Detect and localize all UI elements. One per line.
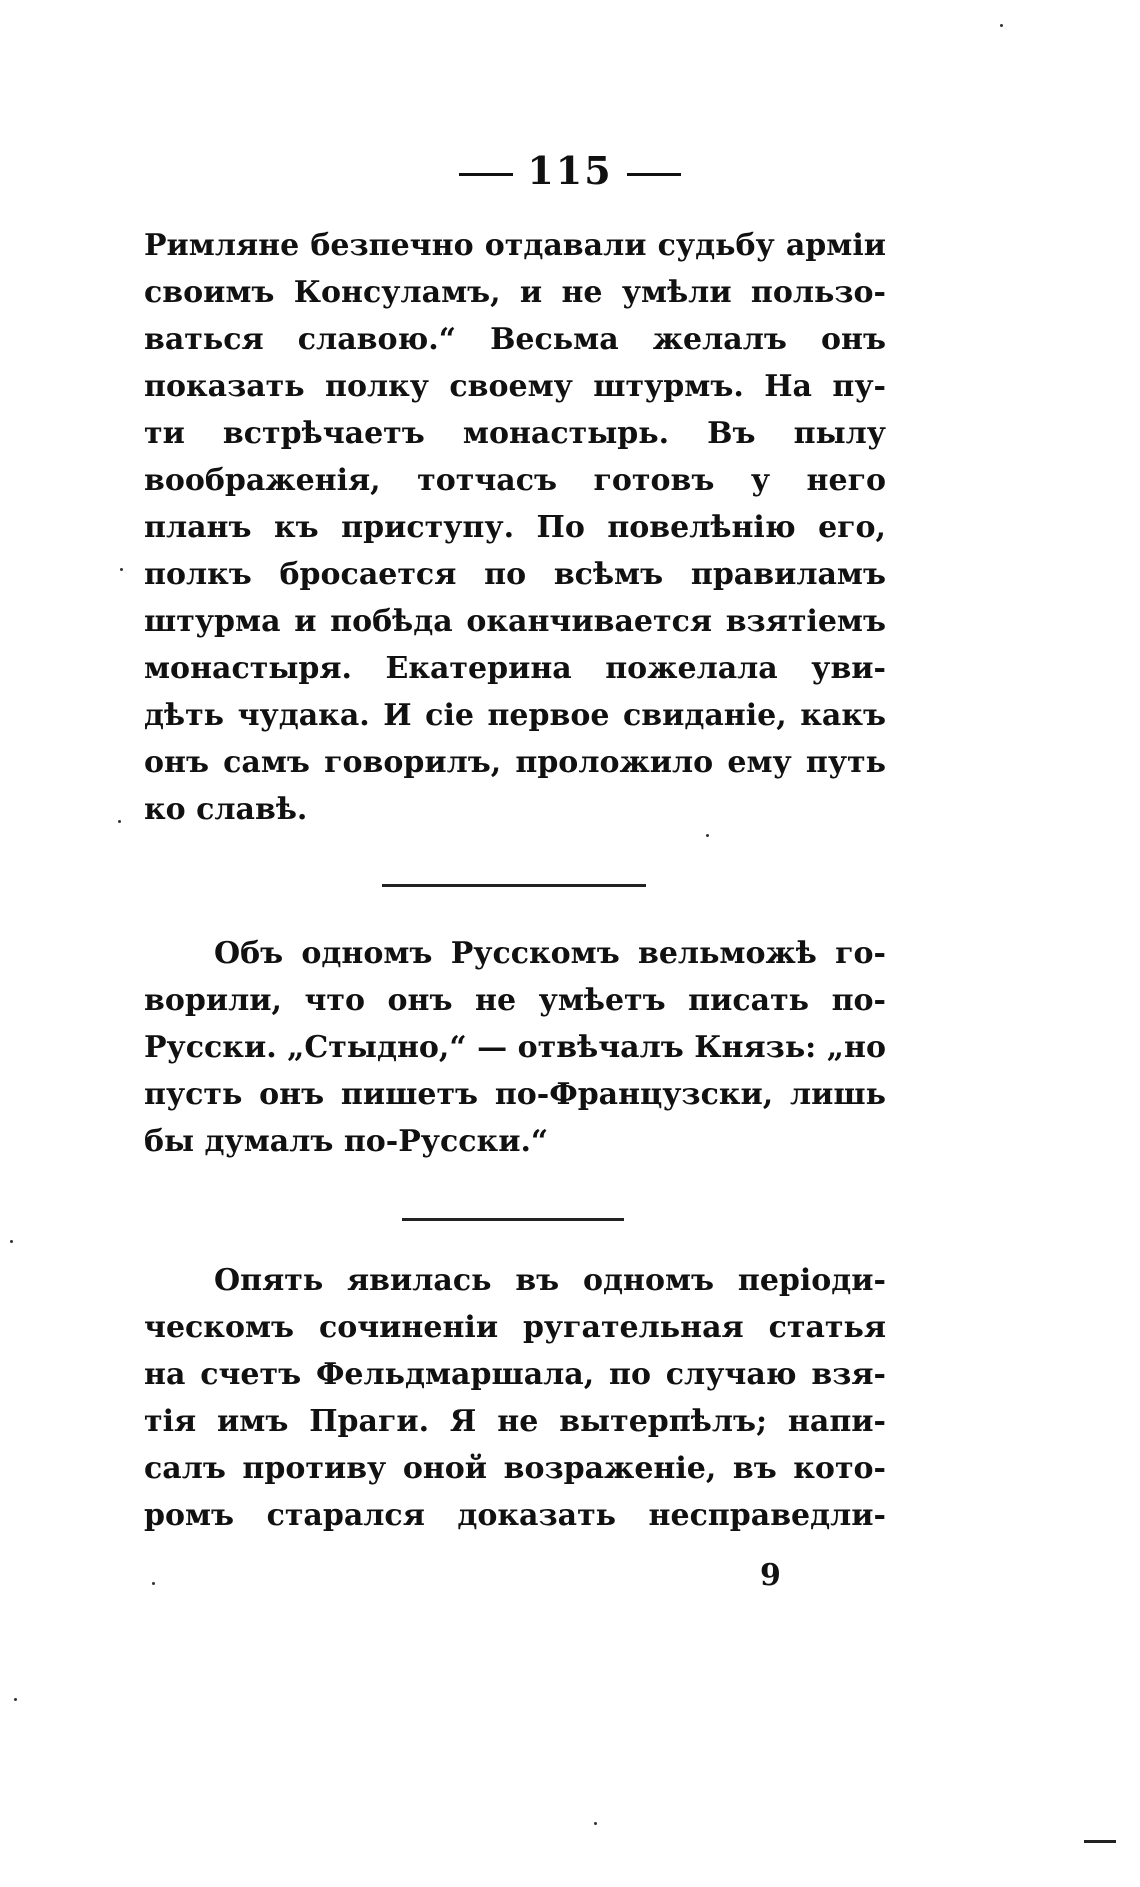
text-line: Русски. „Стыдно,“ — отвѣчалъ Князь: „но	[144, 1030, 886, 1065]
scan-speck	[10, 1240, 13, 1243]
paragraph-1	[144, 222, 886, 833]
paragraph-3	[144, 1257, 886, 1539]
signature-mark: 9	[760, 1558, 781, 1593]
text-line: планъ къ приступу. По повелѣнію его,	[144, 510, 886, 545]
text-line: ти встрѣчаетъ монастырь. Въ пылу	[144, 416, 886, 451]
scan-speck	[706, 834, 709, 837]
text-line: тія имъ Праги. Я не вытерпѣлъ; напи-	[144, 1404, 886, 1439]
text-line: ческомъ сочиненіи ругательная статья	[144, 1310, 886, 1345]
scan-speck	[152, 1582, 155, 1585]
text-line: бы думалъ по-Русски.“	[144, 1124, 549, 1159]
text-line: воображенія, тотчасъ готовъ у него	[144, 463, 886, 498]
text-line: Объ одномъ Русскомъ вельможѣ го-	[214, 936, 886, 971]
scan-speck	[1000, 24, 1003, 27]
text-line: Опять явилась въ одномъ періоди-	[214, 1263, 886, 1298]
text-line: пусть онъ пишетъ по-Французски, лишь	[144, 1077, 886, 1112]
scan-speck	[120, 568, 123, 571]
text-line: штурма и побѣда оканчивается взятіемъ	[144, 604, 886, 639]
section-divider	[402, 1218, 624, 1221]
scan-speck	[14, 1698, 17, 1701]
text-line: полкъ бросается по всѣмъ правиламъ	[144, 557, 886, 592]
page-number: 115	[527, 148, 613, 193]
section-divider	[382, 884, 646, 887]
text-line: ваться славою.“ Весьма желалъ онъ	[144, 322, 886, 357]
text-line: своимъ Консуламъ, и не умѣли пользо-	[144, 275, 886, 310]
margin-rule	[1084, 1840, 1116, 1843]
page-header	[0, 148, 1140, 193]
scan-speck	[594, 1822, 597, 1825]
text-line: ворили, что онъ не умѣетъ писать по-	[144, 983, 886, 1018]
text-line: ко славѣ.	[144, 792, 308, 827]
text-line: показать полку своему штурмъ. На пу-	[144, 369, 886, 404]
text-line: дѣть чудака. И сіе первое свиданіе, какъ	[144, 698, 886, 733]
text-line: онъ самъ говорилъ, проложило ему путь	[144, 745, 886, 780]
header-dash-right	[627, 173, 681, 176]
text-line: монастыря. Екатерина пожелала уви-	[144, 651, 886, 686]
text-line: Римляне безпечно отдавали судьбу арміи	[144, 228, 886, 263]
text-line: ромъ старался доказать несправедли-	[144, 1498, 886, 1533]
header-dash-left	[459, 173, 513, 176]
text-line: на счетъ Фельдмаршала, по случаю взя-	[144, 1357, 886, 1392]
scan-speck	[118, 820, 121, 823]
text-line: салъ противу оной возраженіе, въ кото-	[144, 1451, 886, 1486]
paragraph-2	[144, 930, 886, 1165]
